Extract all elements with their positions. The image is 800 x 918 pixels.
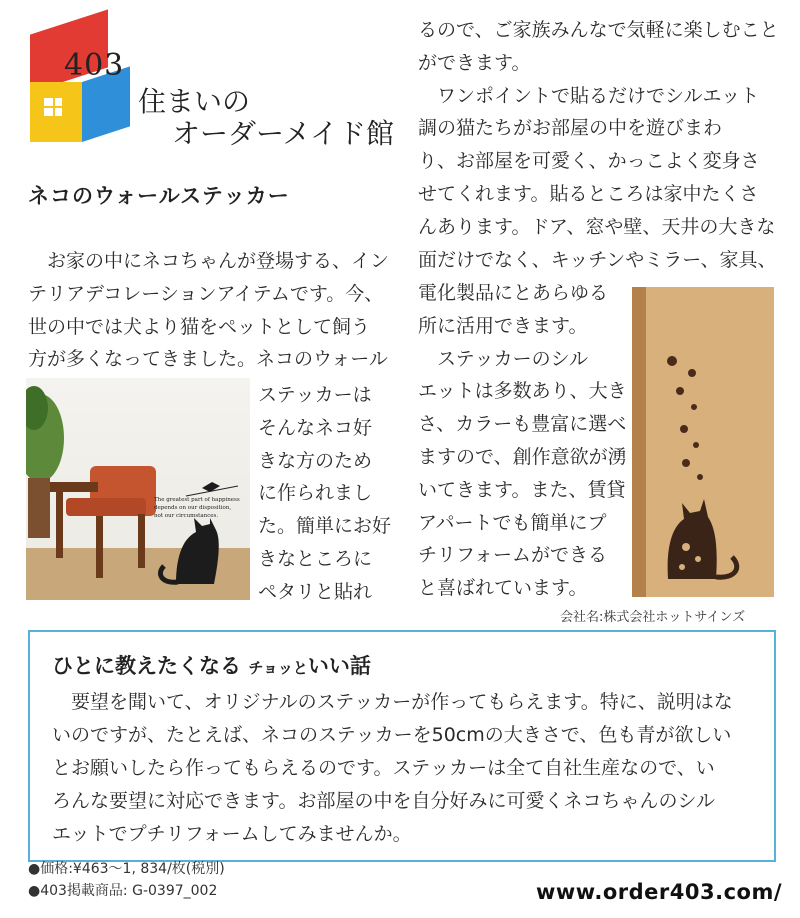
body-line: 所に活用できます。 (418, 314, 588, 337)
logo-title-line2: オーダーメイド館 (172, 117, 395, 150)
body-line: ができます。 (418, 51, 531, 74)
body-line: 電化製品にとあらゆる (418, 282, 609, 304)
product-code: ●403掲載商品: G-0397_002 (28, 883, 218, 899)
door-cat-photo (632, 287, 774, 597)
body-line: アパートでも簡単にプ (418, 511, 607, 534)
door-cat-illustration (632, 287, 774, 597)
photo-quote-line: depends on our disposition, (154, 505, 232, 511)
logo (0, 0, 400, 170)
chair-cat-illustration (26, 378, 250, 600)
body-line: さ、カラーも豊富に選べ (418, 413, 627, 436)
article-left-narrow (258, 379, 398, 609)
body-line: いてきます。また、賃貸 (418, 478, 626, 501)
body-line: ペタリと貼れ (258, 580, 373, 603)
article-right-narrow (418, 277, 638, 605)
body-line: きな方のため (258, 449, 373, 472)
body-line: んあります。ドア、窓や壁、天井の大きな (418, 215, 776, 238)
body-line: ますので、創作意欲が湧 (418, 445, 627, 468)
photo-quote-line: The greatest part of happiness (154, 497, 240, 503)
chair-cat-photo (26, 378, 250, 600)
body-line: エットは多数あり、大き (418, 380, 627, 403)
body-line: チリフォームができる (418, 544, 608, 567)
article-right-column (418, 14, 788, 276)
body-line: きなところに (258, 547, 373, 570)
body-line: 面だけでなく、キッチンやミラー、家具、 (418, 248, 777, 271)
tip-title-main: ひとに教えたくなる (52, 654, 241, 678)
photo-quote-line: not our circumstances. (154, 513, 219, 519)
body-line: ワンポイントで貼るだけでシルエット (418, 84, 760, 107)
logo-title-line1: 住まいの (138, 85, 251, 118)
body-line: ステッカーは (258, 384, 372, 406)
tip-line: ろんな要望に対応できます。お部屋の中を自分好みに可愛くネコちゃんのシル (52, 790, 716, 812)
body-line: るので、ご家族みんなで気軽に楽しむこと (418, 19, 779, 41)
tip-box-title (52, 650, 371, 680)
body-line: テリアデコレーションアイテムです。今、 (28, 282, 384, 305)
body-line: と喜ばれています。 (418, 577, 588, 600)
logo-number: 403 (64, 48, 125, 83)
article-title: ネコのウォールステッカー (28, 184, 290, 208)
body-line: 世の中では犬より猫をペットとして飼う (28, 315, 371, 338)
body-line: 方が多くなってきました。ネコのウォール (28, 348, 388, 371)
tip-line: いのですが、たとえば、ネコのステッカーを50cmの大きさで、色も青が欲しい (52, 724, 732, 746)
window-icon (42, 96, 64, 118)
tip-line: とお願いしたら作ってもらえるのです。ステッカーは全て自社生産なので、い (52, 757, 715, 779)
body-line: せてくれます。貼るところは家中たくさ (418, 182, 759, 205)
photo-quote (154, 496, 250, 520)
body-line: た。簡単にお好 (258, 515, 392, 538)
company-name: 会社名:株式会社ホットサインズ (560, 610, 746, 625)
body-line: ステッカーのシル (418, 347, 589, 370)
body-line: に作られまし (258, 482, 373, 505)
body-line: り、お部屋を可愛く、かっこよく変身さ (418, 150, 760, 173)
tip-title-end: いい話 (307, 654, 371, 678)
body-line: お家の中にネコちゃんが登場する、イン (28, 250, 390, 272)
body-line: 調の猫たちがお部屋の中を遊びまわ (418, 117, 723, 140)
article-left-column (28, 245, 388, 376)
tip-line: 要望を聞いて、オリジナルのステッカーが作ってもらえます。特に、説明はな (52, 691, 733, 713)
tip-line: エットでプチリフォームしてみませんか。 (52, 823, 412, 845)
price-info: ●価格:¥463〜1, 834/枚(税別) (28, 861, 225, 877)
tip-box-body (52, 686, 733, 851)
website-url[interactable]: www.order403.com/ (536, 880, 782, 904)
tip-title-small: チョッと (248, 659, 308, 677)
body-line: そんなネコ好 (258, 416, 373, 439)
